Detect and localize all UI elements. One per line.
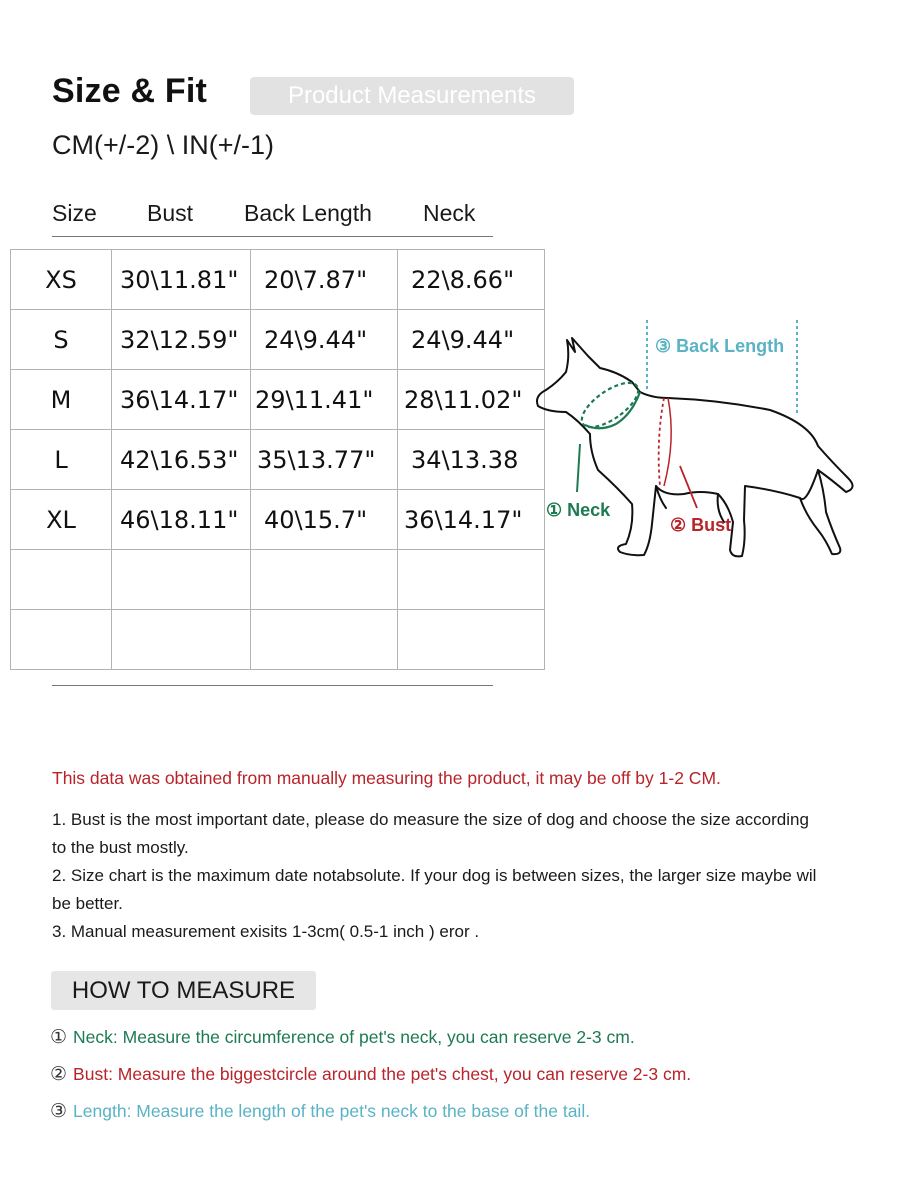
cell-bust: 42\16.53" (112, 430, 251, 490)
note-item: 1. Bust is the most important date, please do measure the size of dog and choose the size according to the bust mostly. (52, 810, 809, 857)
cell-neck (398, 610, 545, 670)
how-to-neck-text: Neck: Measure the circumference of pet's neck, you can reserve 2-3 cm. (73, 1027, 635, 1047)
column-header-neck: Neck (423, 200, 476, 226)
cell-bust (112, 610, 251, 670)
note-item: 3. Manual measurement exisits 1-3cm( 0.5-1 inch ) eror . (52, 922, 480, 941)
cell-bust: 30\11.81" (112, 250, 251, 310)
cell-size: S (11, 310, 112, 370)
cell-size: XL (11, 490, 112, 550)
table-row (11, 550, 545, 610)
table-row (11, 250, 545, 310)
cell-neck: 36\14.17" (398, 490, 545, 550)
column-header-size: Size (52, 200, 97, 226)
table-bottom-divider (52, 685, 493, 686)
how-to-length (50, 1100, 590, 1122)
cell-back-length: 40\15.7" (251, 490, 398, 550)
table-row (11, 310, 545, 370)
cell-size: XS (11, 250, 112, 310)
how-to-length-text: Length: Measure the length of the pet's neck to the base of the tail. (73, 1101, 591, 1121)
cell-bust (112, 550, 251, 610)
cell-bust: 46\18.11" (112, 490, 251, 550)
table-row (11, 370, 545, 430)
cell-bust: 36\14.17" (112, 370, 251, 430)
how-to-measure-heading: HOW TO MEASURE (51, 971, 316, 1010)
cell-size (11, 610, 112, 670)
back-length-label: ③ Back Length (655, 336, 785, 356)
cell-back-length: 24\9.44" (251, 310, 398, 370)
page-title: Size & Fit (52, 72, 208, 110)
table-row (11, 490, 545, 550)
cell-back-length (251, 550, 398, 610)
table-header (0, 200, 520, 236)
product-measurements-badge: Product Measurements (250, 77, 574, 115)
cell-back-length (251, 610, 398, 670)
how-to-bust-text: Bust: Measure the biggestcircle around the pet's chest, you can reserve 2-3 cm. (73, 1064, 692, 1084)
bust-label: ② Bust (670, 515, 732, 535)
cell-neck: 22\8.66" (398, 250, 545, 310)
number-three-icon: ③ (50, 1100, 68, 1122)
column-header-back-length: Back Length (244, 200, 372, 226)
cell-back-length: 20\7.87" (251, 250, 398, 310)
tolerance-text: CM(+/-2) \ IN(+/-1) (52, 130, 275, 160)
number-two-icon: ② (50, 1063, 68, 1085)
how-to-bust (50, 1063, 691, 1085)
dog-measurement-diagram (520, 300, 860, 570)
cell-size: L (11, 430, 112, 490)
neck-label: ① Neck (546, 500, 611, 520)
measurement-disclaimer: This data was obtained from manually measuring the product, it may be off by 1-2 CM. (52, 768, 721, 788)
cell-size: M (11, 370, 112, 430)
number-one-icon: ① (50, 1026, 68, 1048)
cell-neck: 24\9.44" (398, 310, 545, 370)
cell-back-length: 29\11.41" (251, 370, 398, 430)
how-to-neck (50, 1026, 635, 1048)
table-row (11, 430, 545, 490)
size-table (10, 249, 545, 670)
cell-neck: 28\11.02" (398, 370, 545, 430)
cell-back-length: 35\13.77" (251, 430, 398, 490)
notes-list (52, 806, 818, 946)
cell-size (11, 550, 112, 610)
column-header-bust: Bust (147, 200, 194, 226)
table-row (11, 610, 545, 670)
cell-neck: 34\13.38 (398, 430, 545, 490)
cell-bust: 32\12.59" (112, 310, 251, 370)
note-item: 2. Size chart is the maximum date notabsolute. If your dog is between sizes, the larger size maybe wil be better. (52, 866, 817, 913)
header-divider (52, 236, 493, 237)
